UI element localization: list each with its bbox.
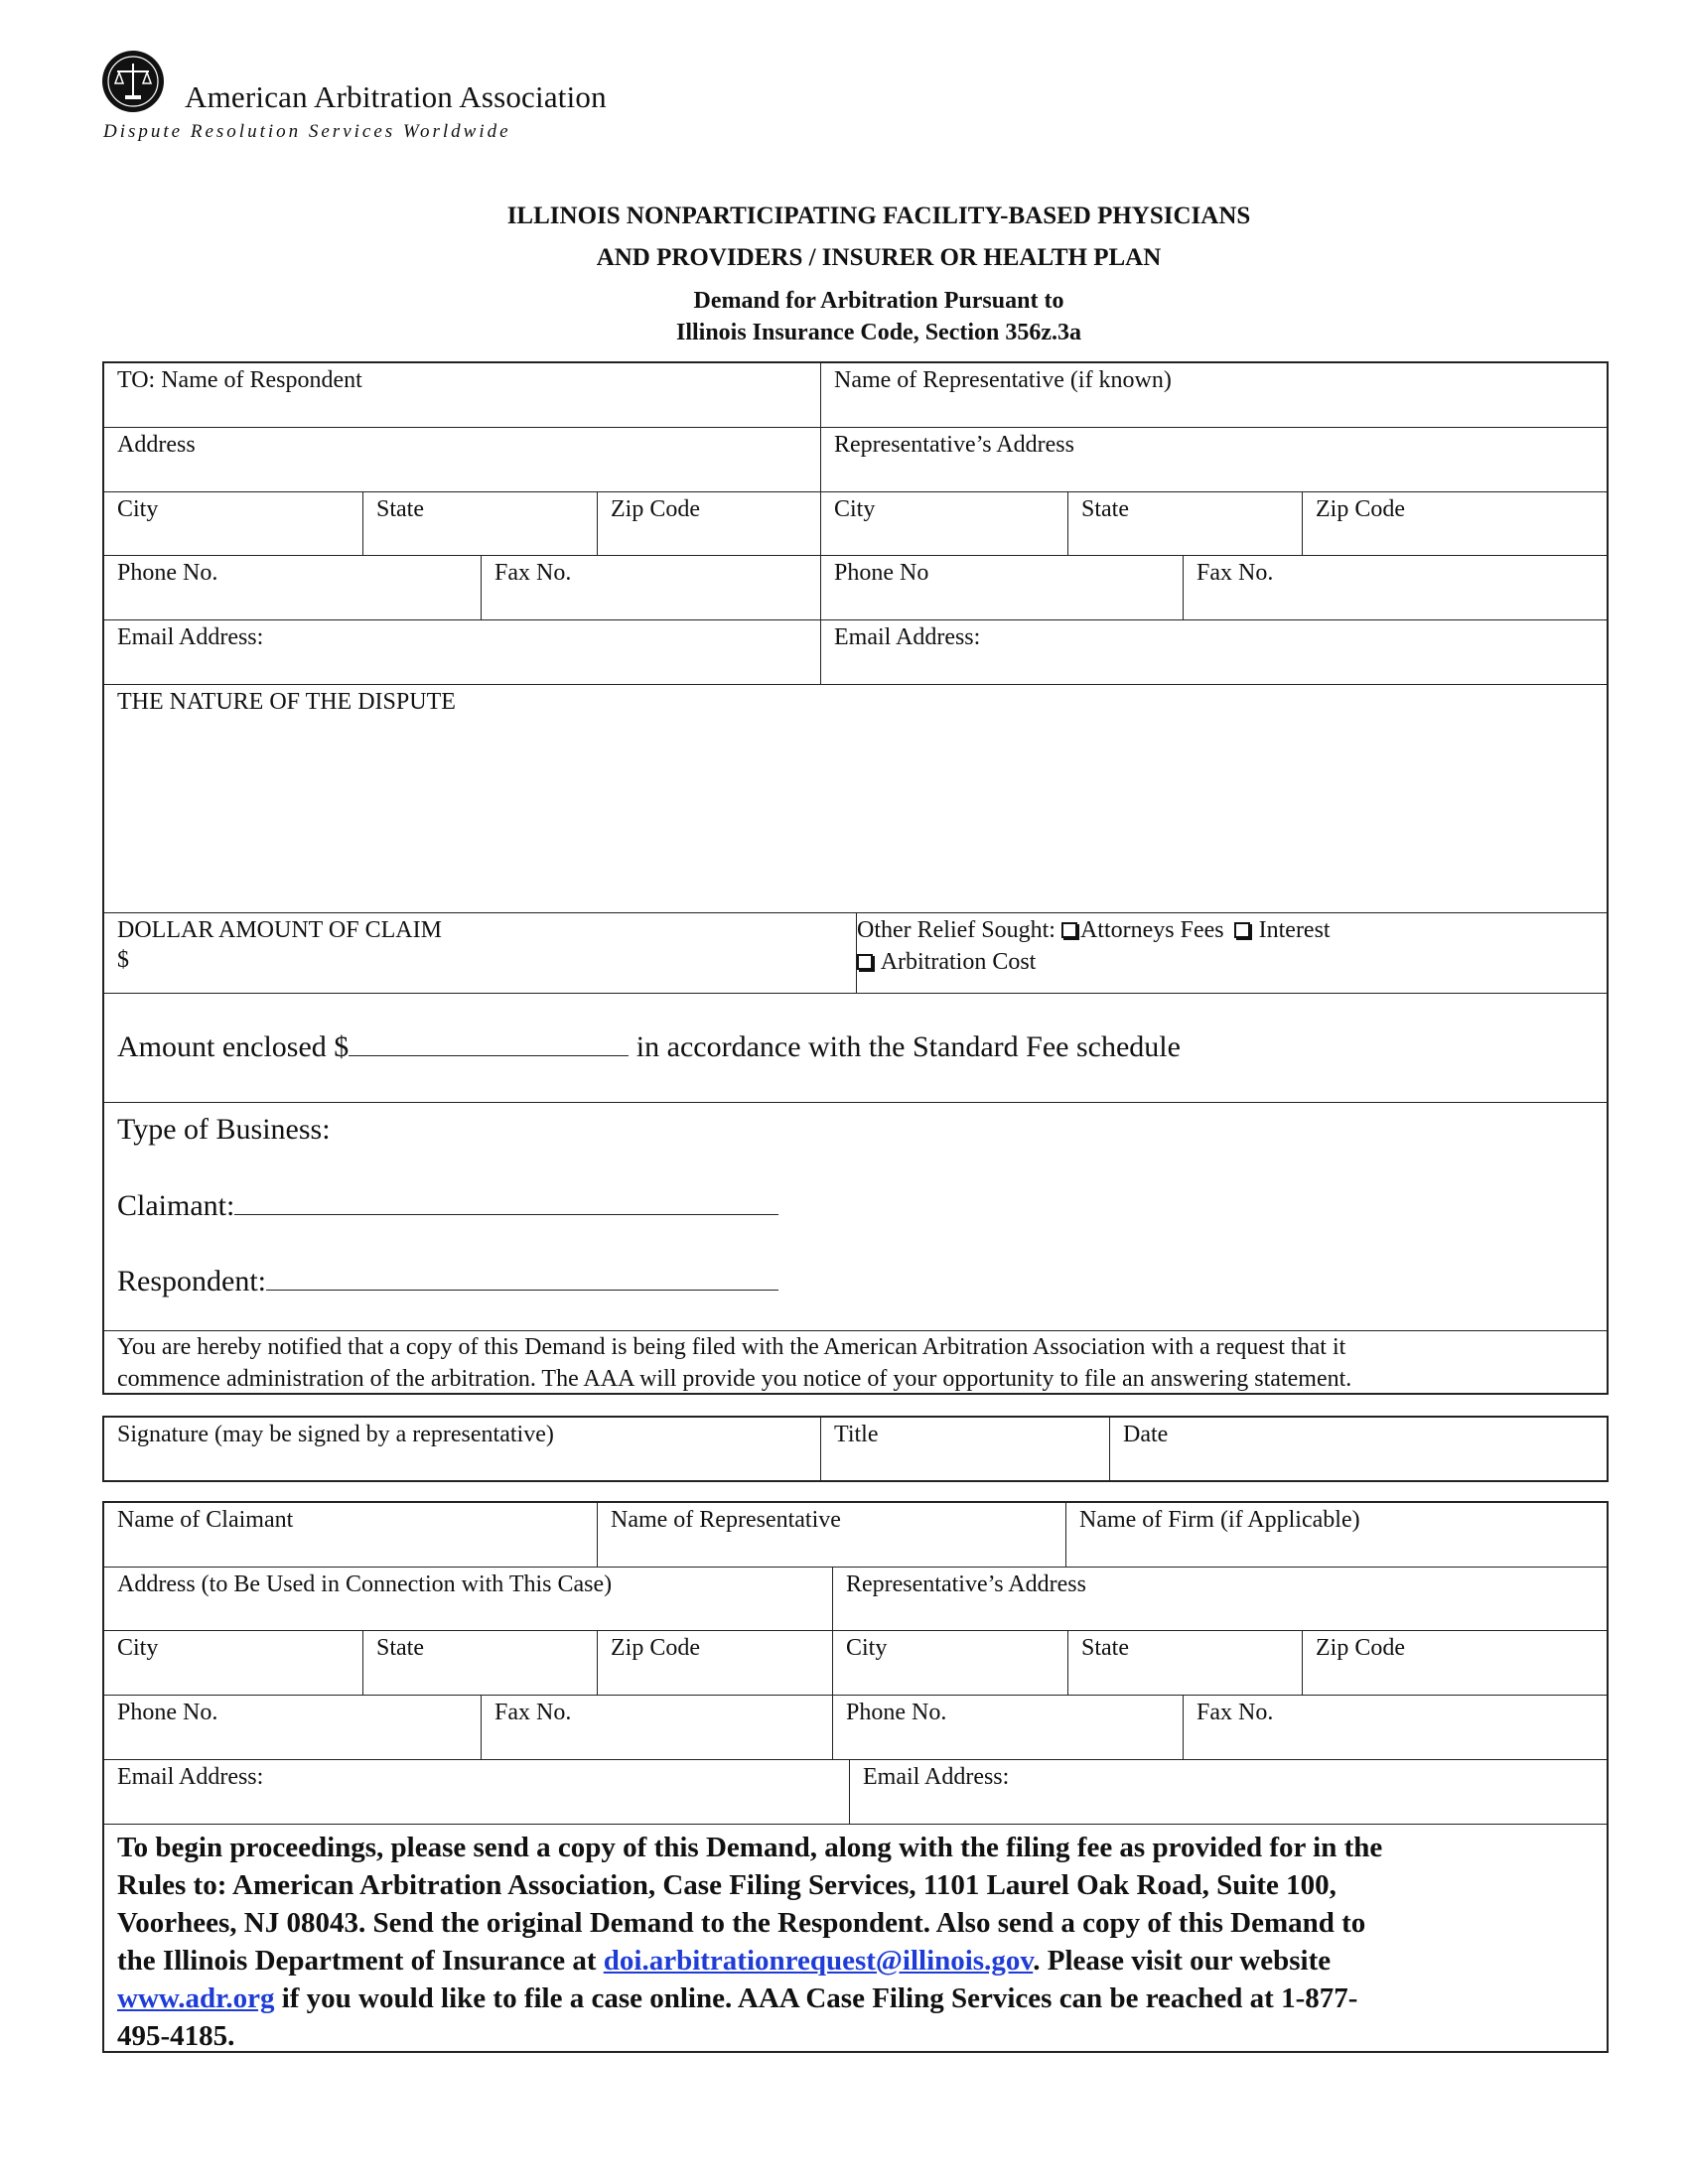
adr-website-link[interactable]: www.adr.org [117, 1982, 275, 2014]
claimant-firm-field[interactable] [1066, 1503, 1609, 1568]
claimant-name-label: Name of Claimant [117, 1507, 294, 1533]
form-title-line-2: AND PROVIDERS / INSURER OR HEALTH PLAN [596, 244, 1162, 271]
organization-name: American Arbitration Association [185, 79, 607, 114]
respondent-name-label: TO: Name of Respondent [117, 367, 362, 393]
respondent-rep-state-label: State [1081, 496, 1129, 522]
respondent-rep-name-label: Name of Representative (if known) [834, 367, 1172, 393]
claimant-email-field[interactable] [104, 1760, 850, 1825]
respondent-rep-fax-field[interactable] [1184, 556, 1609, 620]
claimant-rep-zip-field[interactable] [1303, 1631, 1609, 1696]
respondent-email-field[interactable] [104, 620, 821, 685]
claimant-rep-address-label: Representative’s Address [846, 1571, 1086, 1597]
notice-line-1: You are hereby notified that a copy of this Demand is being filed with the American Arbitration Association with a request that it [117, 1334, 1346, 1360]
claimant-rep-name-label: Name of Representative [611, 1507, 841, 1533]
dispute-nature-label: THE NATURE OF THE DISPUTE [117, 689, 456, 715]
respondent-fax-label: Fax No. [494, 560, 572, 586]
respondent-rep-email-field[interactable] [821, 620, 1609, 685]
instructions-line-5-end: if you would like to file a case online. AAA Case Filing Services can be reached at 1-877- [274, 1982, 1358, 2014]
doi-email-link[interactable]: doi.arbitrationrequest@illinois.gov [603, 1945, 1034, 1977]
claimant-rep-name-field[interactable] [598, 1503, 1066, 1568]
respondent-rep-phone-label: Phone No [834, 560, 929, 586]
claimant-rep-city-field[interactable] [833, 1631, 1068, 1696]
respondent-rep-state-field[interactable] [1068, 492, 1303, 556]
claimant-rep-phone-field[interactable] [833, 1696, 1184, 1760]
claimant-city-field[interactable] [104, 1631, 363, 1696]
claimant-phone-label: Phone No. [117, 1700, 218, 1725]
respondent-rep-name-field[interactable] [821, 363, 1609, 428]
claimant-firm-label: Name of Firm (if Applicable) [1079, 1507, 1360, 1533]
instructions-line-2: Rules to: American Arbitration Association, Case Filing Services, 1101 Laurel Oak Road, Suite 100, [117, 1869, 1336, 1901]
claimant-business-input[interactable] [234, 1188, 778, 1215]
type-of-business-section [104, 1103, 1609, 1331]
claimant-name-field[interactable] [104, 1503, 598, 1568]
interest-checkbox[interactable] [1234, 922, 1250, 938]
instructions-line-6: 495-4185. [117, 2020, 235, 2052]
standard-fee-text: in accordance with the Standard Fee schedule [635, 1030, 1181, 1063]
claimant-business-label: Claimant: [117, 1189, 235, 1222]
dollar-amount-field[interactable] [104, 913, 857, 994]
respondent-zip-field[interactable] [598, 492, 821, 556]
respondent-rep-fax-label: Fax No. [1196, 560, 1274, 586]
claimant-rep-email-field[interactable] [850, 1760, 1609, 1825]
notice-section [104, 1331, 1609, 1395]
claimant-rep-email-label: Email Address: [863, 1764, 1010, 1790]
claimant-rep-fax-label: Fax No. [1196, 1700, 1274, 1725]
claimant-state-field[interactable] [363, 1631, 598, 1696]
dollar-sign: $ [117, 947, 129, 973]
respondent-address-field[interactable] [104, 428, 821, 492]
attorneys-fees-checkbox[interactable] [1061, 922, 1077, 938]
filing-instructions [104, 1825, 1609, 2053]
respondent-rep-phone-field[interactable] [821, 556, 1184, 620]
claimant-fax-field[interactable] [482, 1696, 833, 1760]
respondent-fax-field[interactable] [482, 556, 821, 620]
respondent-address-label: Address [117, 432, 196, 458]
notice-line-2: commence administration of the arbitration. The AAA will provide you notice of your opportunity to file an answering statement. [117, 1366, 1352, 1392]
dollar-amount-label: DOLLAR AMOUNT OF CLAIM [117, 917, 442, 943]
respondent-city-label: City [117, 496, 159, 522]
date-field[interactable] [1110, 1418, 1609, 1480]
respondent-rep-address-field[interactable] [821, 428, 1609, 492]
claimant-address-label: Address (to Be Used in Connection with This Case) [117, 1571, 613, 1597]
respondent-email-label: Email Address: [117, 624, 264, 650]
form-subtitle-line-2: Illinois Insurance Code, Section 356z.3a [675, 320, 1082, 345]
signature-field[interactable] [104, 1418, 821, 1480]
respondent-business-input[interactable] [266, 1264, 778, 1291]
instructions-line-1: To begin proceedings, please send a copy of this Demand, along with the filing fee as provided for in the [117, 1832, 1383, 1863]
claimant-rep-fax-field[interactable] [1184, 1696, 1609, 1760]
respondent-state-field[interactable] [363, 492, 598, 556]
aaa-logo-seal [101, 50, 165, 113]
claimant-city-label: City [117, 1635, 159, 1661]
signature-label: Signature (may be signed by a representative) [117, 1422, 554, 1447]
respondent-phone-field[interactable] [104, 556, 482, 620]
claimant-zip-label: Zip Code [611, 1635, 700, 1661]
respondent-form-table [102, 361, 1609, 1395]
other-relief-label: Other Relief Sought: [857, 917, 1055, 943]
interest-label: Interest [1258, 917, 1331, 943]
respondent-city-field[interactable] [104, 492, 363, 556]
claimant-rep-state-label: State [1081, 1635, 1129, 1661]
respondent-rep-city-label: City [834, 496, 876, 522]
respondent-name-field[interactable] [104, 363, 821, 428]
organization-tagline: Dispute Resolution Services Worldwide [103, 121, 511, 142]
respondent-business-label: Respondent: [117, 1265, 266, 1297]
claimant-state-label: State [376, 1635, 424, 1661]
respondent-rep-zip-field[interactable] [1303, 492, 1609, 556]
claimant-zip-field[interactable] [598, 1631, 833, 1696]
type-of-business-label: Type of Business: [117, 1113, 331, 1146]
signature-table [102, 1416, 1609, 1482]
claimant-rep-address-field[interactable] [833, 1568, 1609, 1631]
respondent-rep-city-field[interactable] [821, 492, 1068, 556]
claimant-fax-label: Fax No. [494, 1700, 572, 1725]
claimant-rep-phone-label: Phone No. [846, 1700, 947, 1725]
claimant-phone-field[interactable] [104, 1696, 482, 1760]
respondent-rep-address-label: Representative’s Address [834, 432, 1074, 458]
respondent-rep-email-label: Email Address: [834, 624, 981, 650]
other-relief-field [857, 913, 1609, 994]
claimant-rep-city-label: City [846, 1635, 888, 1661]
amount-enclosed-row [104, 994, 1609, 1103]
instructions-line-4-end: . Please visit our website [1033, 1945, 1332, 1977]
instructions-line-4-start: the Illinois Department of Insurance at [117, 1945, 604, 1977]
form-title-line-1: ILLINOIS NONPARTICIPATING FACILITY-BASED PHYSICIANS [506, 203, 1251, 229]
claimant-form-table [102, 1501, 1609, 2053]
amount-enclosed-label: Amount enclosed $ [117, 1030, 350, 1063]
claimant-address-field[interactable] [104, 1568, 833, 1631]
respondent-rep-zip-label: Zip Code [1316, 496, 1405, 522]
dispute-nature-field[interactable] [104, 685, 1609, 913]
title-field[interactable] [821, 1418, 1110, 1480]
respondent-phone-label: Phone No. [117, 560, 218, 586]
respondent-state-label: State [376, 496, 424, 522]
amount-enclosed-input[interactable] [349, 1029, 629, 1056]
claimant-rep-state-field[interactable] [1068, 1631, 1303, 1696]
attorneys-fees-label: Attorneys Fees [1079, 917, 1224, 943]
form-subtitle-line-1: Demand for Arbitration Pursuant to [693, 288, 1064, 314]
respondent-zip-label: Zip Code [611, 496, 700, 522]
date-label: Date [1123, 1422, 1169, 1447]
claimant-email-label: Email Address: [117, 1764, 264, 1790]
claimant-rep-zip-label: Zip Code [1316, 1635, 1405, 1661]
arbitration-cost-checkbox[interactable] [857, 954, 873, 970]
title-label: Title [834, 1422, 879, 1447]
instructions-line-3: Voorhees, NJ 08043. Send the original Demand to the Respondent. Also send a copy of this Demand to [117, 1907, 1366, 1939]
arbitration-cost-label: Arbitration Cost [880, 949, 1037, 975]
